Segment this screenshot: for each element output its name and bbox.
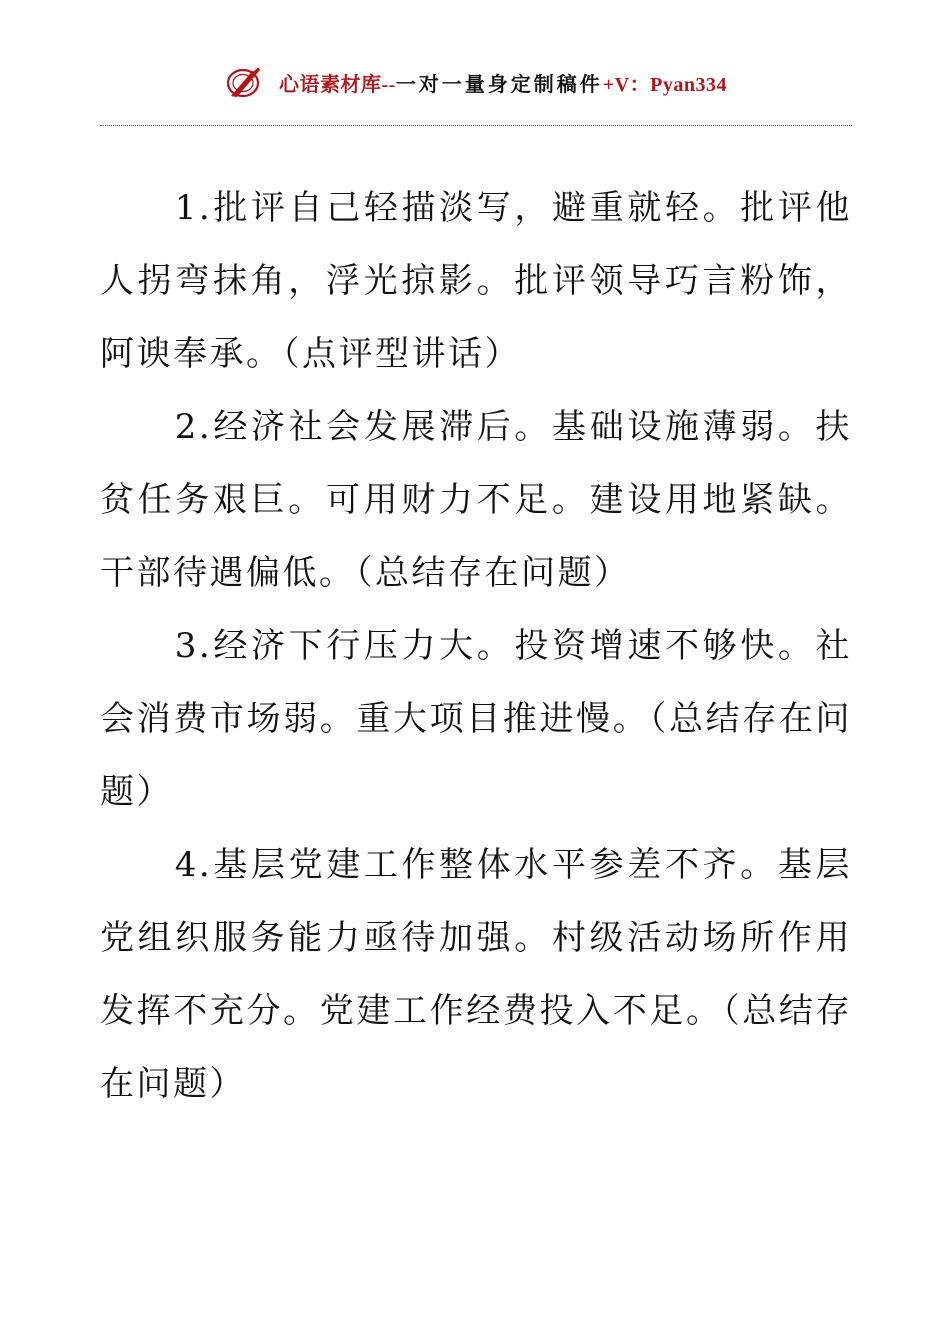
paragraph-4: 4.基层党建工作整体水平参差不齐。基层党组织服务能力亟待加强。村级活动场所作用发挥不充分。党建工作经费投入不足。（总结存在问题） <box>100 845 852 1104</box>
page-header <box>100 62 852 102</box>
paragraph-1: 1.批评自己轻描淡写，避重就轻。批评他人拐弯抹角，浮光掠影。批评领导巧言粉饰，阿谀奉承。（点评型讲话） <box>100 188 852 374</box>
brand-name: 心语素材库 <box>278 73 382 96</box>
header-divider <box>100 125 852 126</box>
header-separator: -- <box>381 73 396 96</box>
document-body <box>100 172 852 1121</box>
header-title <box>279 68 727 97</box>
quill-pen-logo-icon <box>225 62 265 102</box>
header-contact: +V：Pyan334 <box>602 73 727 96</box>
paragraph-2: 2.经济社会发展滞后。基础设施薄弱。扶贫任务艰巨。可用财力不足。建设用地紧缺。干部待遇偏低。（总结存在问题） <box>100 407 852 593</box>
header-slogan: 一对一量身定制稿件 <box>395 73 603 96</box>
paragraph-3: 3.经济下行压力大。投资增速不够快。社会消费市场弱。重大项目推进慢。（总结存在问题） <box>100 626 852 812</box>
